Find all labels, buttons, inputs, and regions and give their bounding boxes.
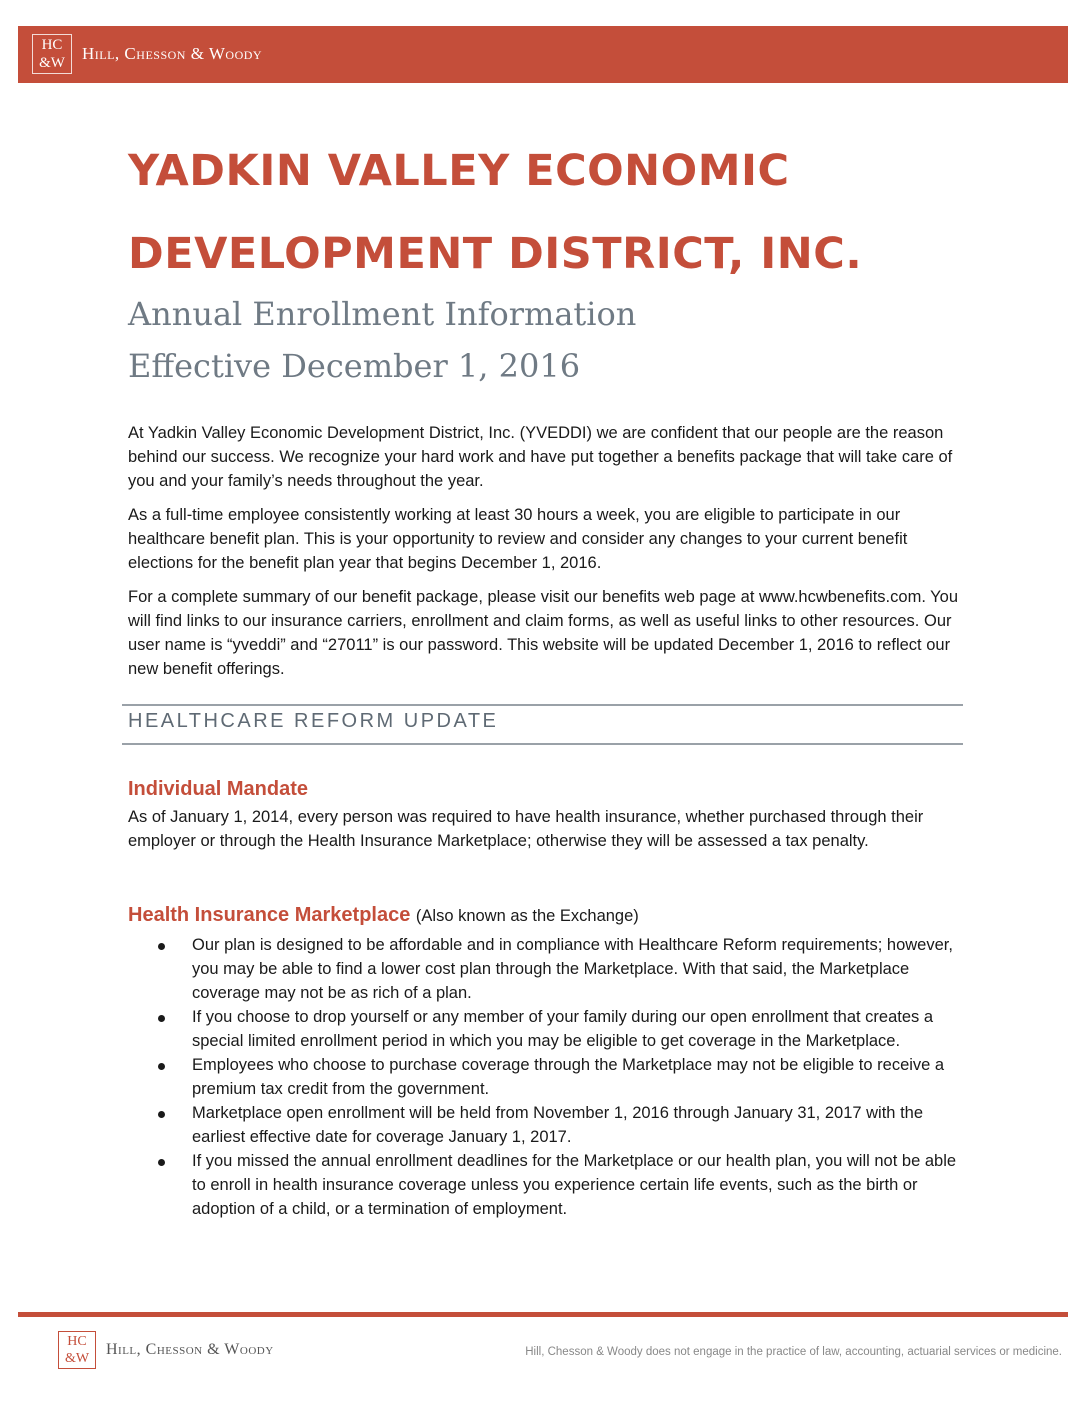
- subtitle-line-2: Effective December 1, 2016: [128, 347, 581, 385]
- list-item: [128, 1005, 968, 1053]
- bullet-text: Our plan is designed to be affordable and in compliance with Healthcare Reform requirements; however, you may be able to find a lower cost plan through the Marketplace. With that said, the Marketplace coverage may not be as rich of a plan.: [192, 936, 953, 1002]
- intro-paragraph-2: As a full-time employee consistently working at least 30 hours a week, you are eligible to participate in our healthcare benefit plan. This is your opportunity to review and consider any changes to your current benefit elections for the benefit plan year that begins December 1, 2016.: [128, 506, 908, 572]
- footer-firm-name: Hill, Chesson & Woody: [106, 1341, 274, 1358]
- title-line-1: YADKIN VALLEY ECONOMIC: [128, 146, 790, 196]
- footer-logo-bottom-text: &W: [64, 1351, 90, 1366]
- marketplace-bullet-list: [128, 933, 968, 1221]
- footer-rule: [18, 1312, 1068, 1317]
- footer-logo: [58, 1331, 96, 1369]
- individual-mandate-text: As of January 1, 2014, every person was required to have health insurance, whether purchased through their employer or through the Health Insurance Marketplace; otherwise they will be assessed a tax penalty.: [128, 808, 924, 850]
- bullet-icon: [158, 1063, 165, 1070]
- section-rule-top: [122, 704, 963, 706]
- bullet-icon: [158, 1111, 165, 1118]
- subtitle-line-1: Annual Enrollment Information: [128, 295, 637, 333]
- section-rule-bottom: [122, 743, 963, 745]
- document-title: [128, 130, 1028, 296]
- marketplace-heading: [128, 904, 639, 927]
- bullet-icon: [158, 1015, 165, 1022]
- intro-paragraph-3: For a complete summary of our benefit package, please visit our benefits web page at www.hcwbenefits.com. You will find links to our insurance carriers, enrollment and claim forms, as well as useful links to other resources. Our user name is “yveddi” and “27011” is our password. This website will be updated December 1, 2016 to reflect our new benefit offerings.: [128, 588, 959, 678]
- header-banner: [18, 26, 1068, 83]
- list-item: [128, 1101, 968, 1149]
- individual-mandate-heading: Individual Mandate: [128, 778, 309, 800]
- logo-bottom-text: &W: [39, 55, 65, 71]
- bullet-text: Employees who choose to purchase coverage through the Marketplace may not be eligible to receive a premium tax credit from the government.: [192, 1056, 945, 1098]
- footer-disclaimer: Hill, Chesson & Woody does not engage in the practice of law, accounting, actuarial services or medicine.: [525, 1346, 1062, 1358]
- list-item: [128, 1053, 968, 1101]
- firm-logo: [32, 34, 72, 74]
- bullet-text: Marketplace open enrollment will be held from November 1, 2016 through January 31, 2017 with the earliest effective date for coverage January 1, 2017.: [192, 1104, 924, 1146]
- title-line-2: DEVELOPMENT DISTRICT, INC.: [128, 229, 863, 279]
- bullet-icon: [158, 1159, 165, 1166]
- intro-paragraph-1: At Yadkin Valley Economic Development District, Inc. (YVEDDI) we are confident that our people are the reason behind our success. We recognize your hard work and have put together a benefits package that will take care of you and your family’s needs throughout the year.: [128, 424, 953, 490]
- header-firm-name: Hill, Chesson & Woody: [82, 44, 263, 63]
- marketplace-heading-text: Health Insurance Marketplace: [128, 904, 411, 926]
- document-subtitle: [128, 288, 1028, 392]
- bullet-text: If you missed the annual enrollment deadlines for the Marketplace or our health plan, you will not be able to enroll in health insurance coverage unless you experience certain life events, such as the birth or adoption of a child, or a termination of employment.: [192, 1152, 957, 1218]
- list-item: [128, 1149, 968, 1221]
- bullet-text: If you choose to drop yourself or any member of your family during our open enrollment that creates a special limited enrollment period in which you may be eligible to get coverage in the Marketplace.: [192, 1008, 934, 1050]
- marketplace-heading-note: (Also known as the Exchange): [415, 907, 639, 925]
- logo-top-text: HC: [41, 37, 63, 53]
- section-heading: HEALTHCARE REFORM UPDATE: [128, 710, 499, 732]
- bullet-icon: [158, 943, 165, 950]
- footer-logo-top-text: HC: [67, 1334, 87, 1349]
- list-item: [128, 933, 968, 1005]
